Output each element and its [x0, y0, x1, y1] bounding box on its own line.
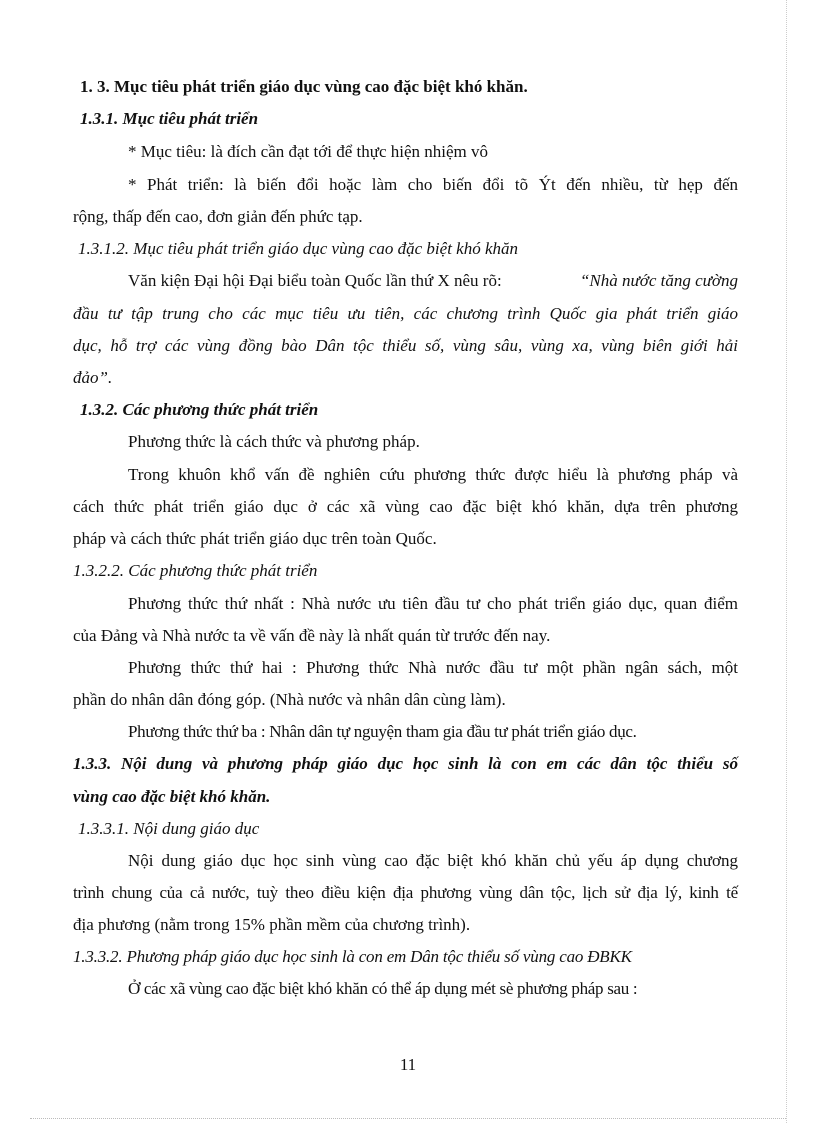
van-kien-line-1-quote: “Nhà nước tăng cường: [579, 271, 738, 290]
phuong-thuc-1-line-2: của Đảng và Nhà nước ta về vấn đề này là nhất quán từ trước đến nay.: [73, 626, 551, 645]
section-heading-1-3-3-line-2: vùng cao đặc biệt khó khăn.: [73, 787, 271, 806]
section-heading-1-3-1-2: 1.3.1.2. Mục tiêu phát triển giáo dục vùng cao đặc biệt khó khăn: [78, 239, 519, 258]
page-right-divider: [786, 0, 787, 1123]
khuon-kho-line-2: cách thức phát triển giáo dục ở các xã vùng cao đặc biệt khó khăn, dựa trên phương: [73, 497, 738, 516]
page-bottom-divider: [30, 1118, 786, 1119]
van-kien-line-4: đảo”.: [73, 368, 113, 387]
muc-tieu-definition: * Mục tiêu: là đích cần đạt tới để thực hiện nhiệm vô: [128, 142, 488, 161]
section-heading-1-3-3-1: 1.3.3.1. Nội dung giáo dục: [78, 819, 260, 838]
phat-trien-line-1: * Phát triển: là biến đổi hoặc làm cho biến đổi tõ Ýt đến nhiều, từ hẹp đến: [128, 175, 738, 194]
section-heading-1-3-1: 1.3.1. Mục tiêu phát triển: [80, 109, 259, 128]
section-heading-1-3-3-2: 1.3.3.2. Phương pháp giáo dục học sinh là con em Dân tộc thiểu số vùng cao ĐBKK: [73, 947, 632, 966]
noi-dung-line-2: trình chung của cả nước, tuỳ theo điều kiện địa phương vùng dân tộc, lịch sử địa lý, kinh tế: [73, 883, 738, 902]
phuong-thuc-3: Phương thức thứ ba : Nhân dân tự nguyện tham gia đầu tư phát triển giáo dục.: [128, 722, 637, 741]
phuong-thuc-1-line-1: Phương thức thứ nhất : Nhà nước ưu tiên đầu tư cho phát triển giáo dục, quan điểm: [128, 594, 738, 613]
section-heading-1-3-2-2: 1.3.2.2. Các phương thức phát triển: [73, 561, 318, 580]
section-heading-1-3-2: 1.3.2. Các phương thức phát triển: [80, 400, 319, 419]
page-number: 11: [399, 1055, 417, 1074]
noi-dung-line-1: Nội dung giáo dục học sinh vùng cao đặc biệt khó khăn chủ yếu áp dụng chương: [128, 851, 738, 870]
phuong-thuc-2-line-1: Phương thức thứ hai : Phương thức Nhà nước đầu tư một phần ngân sách, một: [128, 658, 738, 677]
khuon-kho-line-3: pháp và cách thức phát triển giáo dục trên toàn Quốc.: [73, 529, 437, 548]
van-kien-line-3: dục, hỗ trợ các vùng đồng bào Dân tộc thiểu số, vùng sâu, vùng xa, vùng biên giới hải: [73, 336, 738, 355]
section-heading-1-3-3-line-1: 1.3.3. Nội dung và phương pháp giáo dục học sinh là con em các dân tộc thiểu số: [73, 754, 738, 773]
van-kien-line-1-plain: Văn kiện Đại hội Đại biểu toàn Quốc lần thứ X nêu rõ:: [128, 271, 502, 290]
phat-trien-line-2: rộng, thấp đến cao, đơn giản đến phức tạp.: [73, 207, 363, 226]
phuong-thuc-definition: Phương thức là cách thức và phương pháp.: [128, 432, 420, 451]
phuong-thuc-2-line-2: phần do nhân dân đóng góp. (Nhà nước và nhân dân cùng làm).: [73, 690, 506, 709]
section-heading-1-3: 1. 3. Mục tiêu phát triển giáo dục vùng cao đặc biệt khó khăn.: [80, 77, 528, 96]
phuong-phap-intro: Ở các xã vùng cao đặc biệt khó khăn có thể áp dụng mét sè phương pháp sau :: [128, 979, 638, 998]
noi-dung-line-3: địa phương (nằm trong 15% phần mềm của chương trình).: [73, 915, 471, 934]
van-kien-line-2: đầu tư tập trung cho các mục tiêu ưu tiên, các chương trình Quốc gia phát triển giáo: [73, 304, 738, 323]
van-kien-line-1: [128, 270, 738, 292]
khuon-kho-line-1: Trong khuôn khổ vấn đề nghiên cứu phương thức được hiểu là phương pháp và: [128, 465, 738, 484]
